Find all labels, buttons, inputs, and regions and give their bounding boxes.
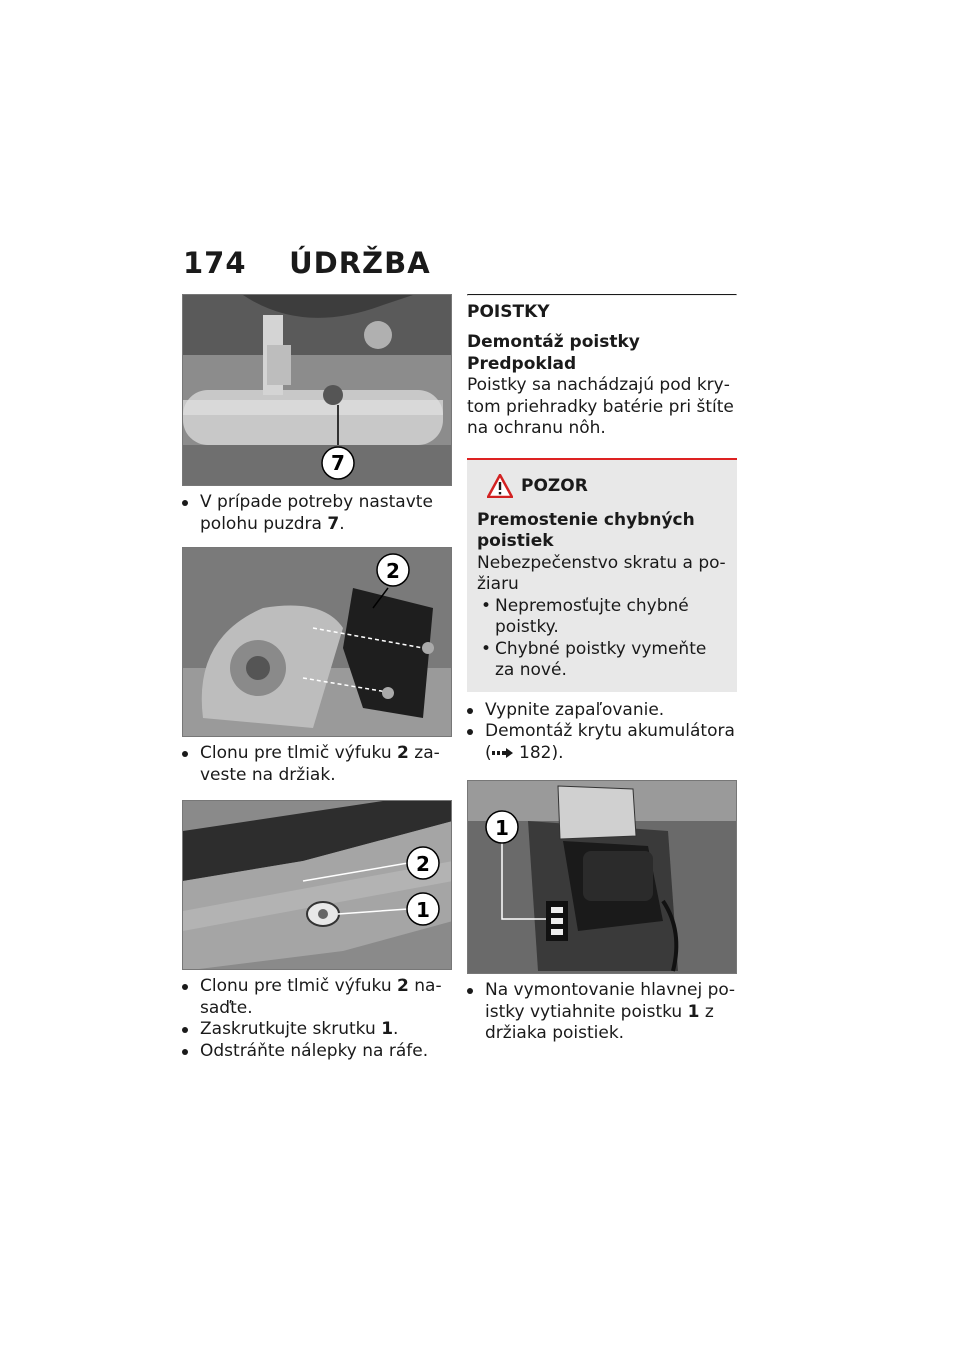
step-text-after: zaveste na držiak. [200,743,440,785]
step-ref: 2 [397,743,409,763]
list-item [182,1019,452,1041]
list-item [182,1041,452,1063]
warning-list [477,596,727,682]
step-text: Demontáž krytu akumulátora [485,721,735,741]
list-item [467,721,737,764]
list-item: • Nepremosťujte chybné poistky. [477,596,727,639]
figure-exhaust-holder [182,294,452,486]
step-list [182,976,452,1062]
figure-fuse-holder [467,780,737,974]
warning-title: Premostenie chybných poistiek [477,509,695,551]
step-text-after: z držiaka poistiek. [485,1001,714,1043]
list-item [182,492,452,535]
callout-label: 1 [416,898,430,922]
list-item [467,980,737,1045]
step-text-after: . [339,513,345,534]
callout-label: 2 [386,559,400,583]
step-text-after: nasaďte. [200,976,442,1018]
warning-header [487,474,727,498]
figure-exhaust-cover [182,547,452,737]
section-divider [467,294,737,296]
list-item: • Chybné poistky vymeňte za nové. [477,639,727,682]
step-text: Na vymontovanie hlavnej poistky vytiahnite poistku [485,980,735,1022]
warning-label: POZOR [521,475,588,496]
page-ref-close: ). [551,742,564,763]
subsection-title: Demontáž poistky [467,332,640,352]
page-ref-open: ( [485,742,492,763]
step-text: Zaskrutkujte skrutku [200,1019,382,1039]
step-ref: 7 [327,513,340,534]
arrow-right-icon [492,747,514,759]
page-number: 174 [183,246,247,280]
warning-box [467,458,737,692]
step-text: Vypnite zapaľovanie. [485,699,665,720]
page-reference[interactable] [485,743,564,763]
callout-label: 7 [331,451,345,475]
chapter-title: ÚDRŽBA [289,246,431,280]
step-list [182,492,452,535]
page-ref-number: 182 [519,742,552,763]
list-item [467,700,737,722]
callout-label: 2 [416,852,430,876]
step-ref: 2 [397,976,409,996]
step-text: Clonu pre tlmič výfuku [200,743,398,763]
prerequisite-title: Predpoklad [467,353,577,374]
page-header [183,246,431,280]
right-column [467,294,737,1045]
step-text-after: . [393,1019,399,1039]
step-ref: 1 [687,1001,700,1022]
step-list [467,980,737,1045]
list-item [182,976,452,1019]
step-text: Clonu pre tlmič výfuku [200,976,398,996]
warning-triangle-icon [487,474,513,498]
list-item [182,743,452,786]
step-text: V prípade potreby nastavte polohu puzdra [200,492,433,534]
figure-cover-screw [182,800,452,970]
step-ref: 1 [381,1019,394,1039]
step-list [182,743,452,786]
step-list [467,700,737,765]
callout-label: 1 [495,816,509,840]
prerequisite-text: Poistky sa nachádzajú pod krytom priehradky batérie pri štíte na ochranu nôh. [467,375,734,438]
section-title: POISTKY [467,302,550,322]
step-text: Odstráňte nálepky na ráfe. [200,1040,429,1061]
warning-text: Nebezpečenstvo skratu a požiaru [477,552,726,594]
left-column [182,294,452,1062]
